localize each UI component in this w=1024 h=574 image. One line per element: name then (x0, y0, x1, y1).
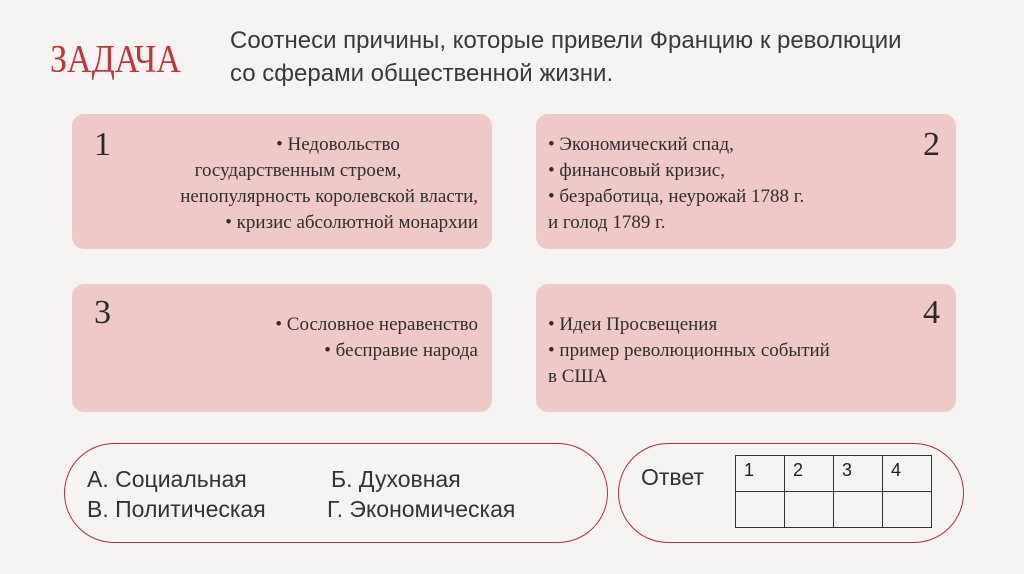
card-line: в США (548, 366, 608, 387)
cause-card-4 (536, 284, 956, 412)
answer-value-cell[interactable] (736, 492, 785, 528)
answer-table (735, 455, 932, 528)
card-line: непопулярность королевской власти, (180, 186, 478, 207)
card-line: • Сословное неравенство (275, 314, 478, 335)
answer-value-row (736, 492, 932, 528)
cause-card-3 (72, 284, 492, 412)
card-number: 3 (94, 294, 111, 331)
answer-header-cell: 3 (834, 456, 883, 492)
answer-label: Ответ (641, 464, 704, 490)
answer-header-cell: 4 (883, 456, 932, 492)
answer-header-cell: 2 (785, 456, 834, 492)
card-number: 2 (923, 126, 940, 163)
card-line: государственным строем, (194, 160, 402, 181)
answer-box (618, 443, 964, 543)
card-line: • безработица, неурожай 1788 г. (548, 186, 805, 207)
card-line: • финансовый кризис, (548, 160, 725, 181)
task-badge: ЗАДАЧА (50, 38, 181, 81)
card-line: • пример революционных событий (548, 340, 830, 361)
answer-value-cell[interactable] (785, 492, 834, 528)
option-v: В. Политическая (87, 496, 266, 522)
card-line: • бесправие народа (324, 340, 478, 361)
card-number: 4 (923, 294, 940, 331)
card-line: • Недовольство (276, 134, 400, 155)
answer-header-row (736, 456, 932, 492)
card-line: • кризис абсолютной монархии (225, 212, 478, 233)
cause-card-2 (536, 114, 956, 249)
option-a: А. Социальная (87, 466, 247, 492)
card-line: и голод 1789 г. (548, 212, 666, 233)
option-g: Г. Экономическая (327, 496, 516, 522)
card-line: • Экономический спад, (548, 134, 734, 155)
card-number: 1 (94, 126, 111, 163)
cause-card-1 (72, 114, 492, 249)
task-description: Соотнеси причины, которые привели Францию к революции со сферами общественной жизни. (230, 27, 902, 87)
options-box (64, 443, 608, 543)
answer-value-cell[interactable] (834, 492, 883, 528)
answer-header-cell: 1 (736, 456, 785, 492)
answer-value-cell[interactable] (883, 492, 932, 528)
card-line: • Идеи Просвещения (548, 314, 718, 335)
option-b: Б. Духовная (331, 466, 461, 492)
